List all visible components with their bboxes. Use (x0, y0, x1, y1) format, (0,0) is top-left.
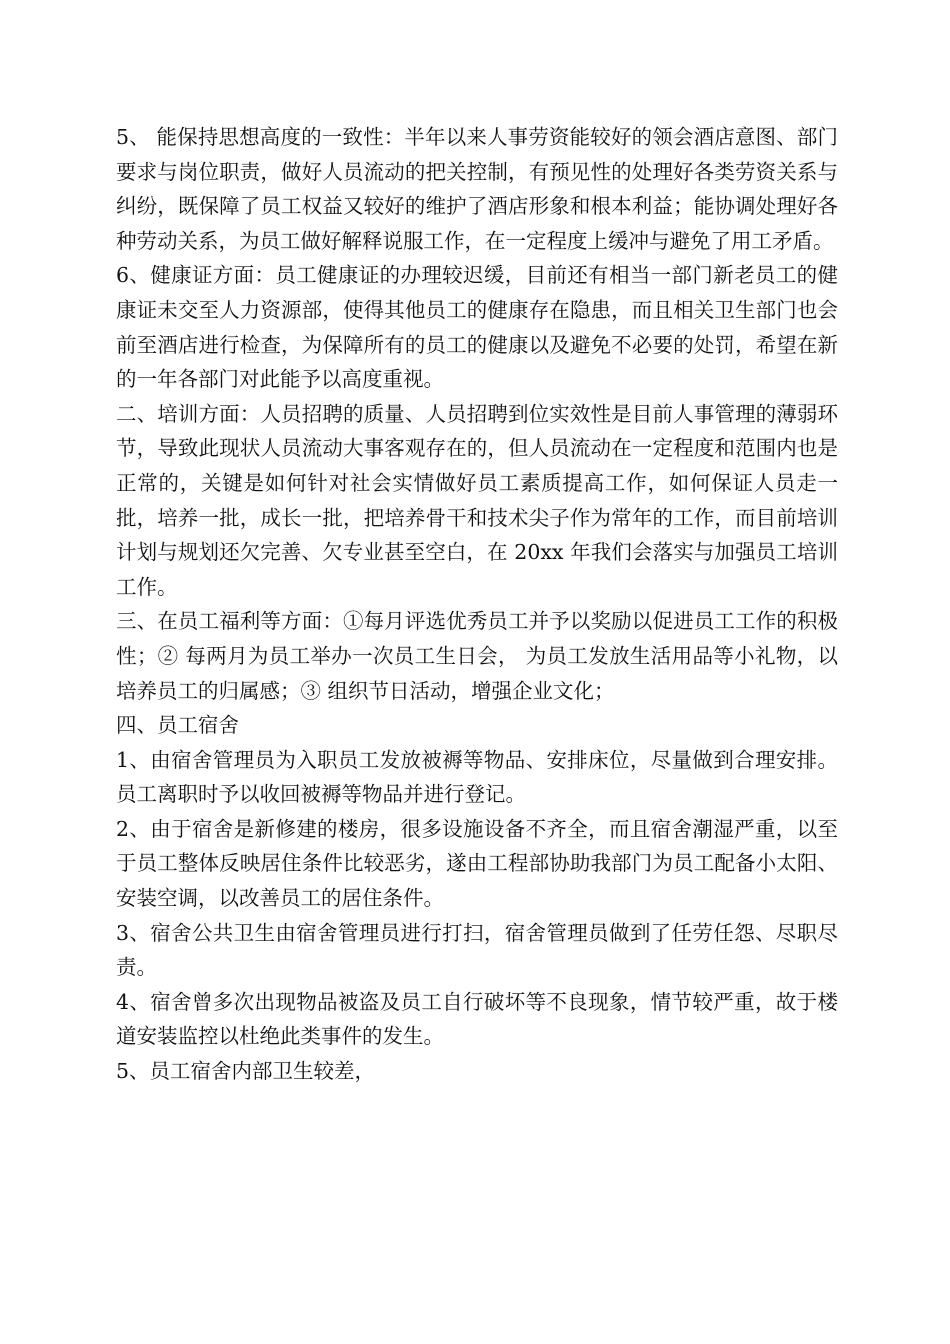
paragraph-dormitory-2: 2、由于宿舍是新修建的楼房，很多设施设备不齐全，而且宿舍潮湿严重，以至于员工整体反映居住条件比较恶劣，遂由工程部协助我部门为员工配备小太阳、安装空调，以改善员工的居住条件。 (116, 816, 838, 911)
paragraph-dormitory-1: 1、由宿舍管理员为入职员工发放被褥等物品、安排床位，尽量做到合理安排。员工离职时予以收回被褥等物品并进行登记。 (116, 747, 838, 807)
document-body (116, 120, 838, 1089)
section-heading-dormitory: 四、员工宿舍 (116, 713, 239, 738)
paragraph-item-6-health-certificate: 6、健康证方面：员工健康证的办理较迟缓，目前还有相当一部门新老员工的健康证未交至人力资源部，使得其他员工的健康存在隐患，而且相关卫生部门也会前至酒店进行检查，为保障所有的员工的健康以及避免不必要的处罚，希望在新的一年各部门对此能予以高度重视。 (116, 263, 838, 392)
paragraph-item-5-consistency: 5、 能保持思想高度的一致性：半年以来人事劳资能较好的领会酒店意图、部门要求与岗位职责，做好人员流动的把关控制，有预见性的处理好各类劳资关系与纠纷，既保障了员工权益又较好的维护了酒店形象和根本利益；能协调处理好各种劳动关系，为员工做好解释说服工作，在一定程度上缓冲与避免了用工矛盾。 (116, 125, 838, 253)
paragraph-dormitory-4: 4、宿舍曾多次出现物品被盗及员工自行破坏等不良现象，情节较严重，故于楼道安装监控以杜绝此类事件的发生。 (116, 989, 838, 1049)
paragraph-dormitory-3: 3、宿舍公共卫生由宿舍管理员进行打扫，宿舍管理员做到了任劳任怨、尽职尽责。 (116, 920, 838, 980)
paragraph-section-welfare: 三、在员工福利等方面：①每月评选优秀员工并予以奖励以促进员工工作的积极性；② 每两月为员工举办一次员工生日会， 为员工发放生活用品等小礼物，以培养员工的归属感；③ 组织节日活动，增强企业文化； (116, 609, 838, 703)
paragraph-dormitory-5: 5、员工宿舍内部卫生较差， (116, 1059, 376, 1084)
paragraph-section-training: 二、培训方面：人员招聘的质量、人员招聘到位实效性是目前人事管理的薄弱环节，导致此现状人员流动大事客观存在的，但人员流动在一定程度和范围内也是正常的，关键是如何针对社会实情做好员工素质提高工作，如何保证人员走一批，培养一批，成长一批，把培养骨干和技术尖子作为常年的工作，而目前培训计划与规划还欠完善、欠专业甚至空白，在 20xx 年我们会落实与加强员工培训工作。 (116, 401, 838, 599)
